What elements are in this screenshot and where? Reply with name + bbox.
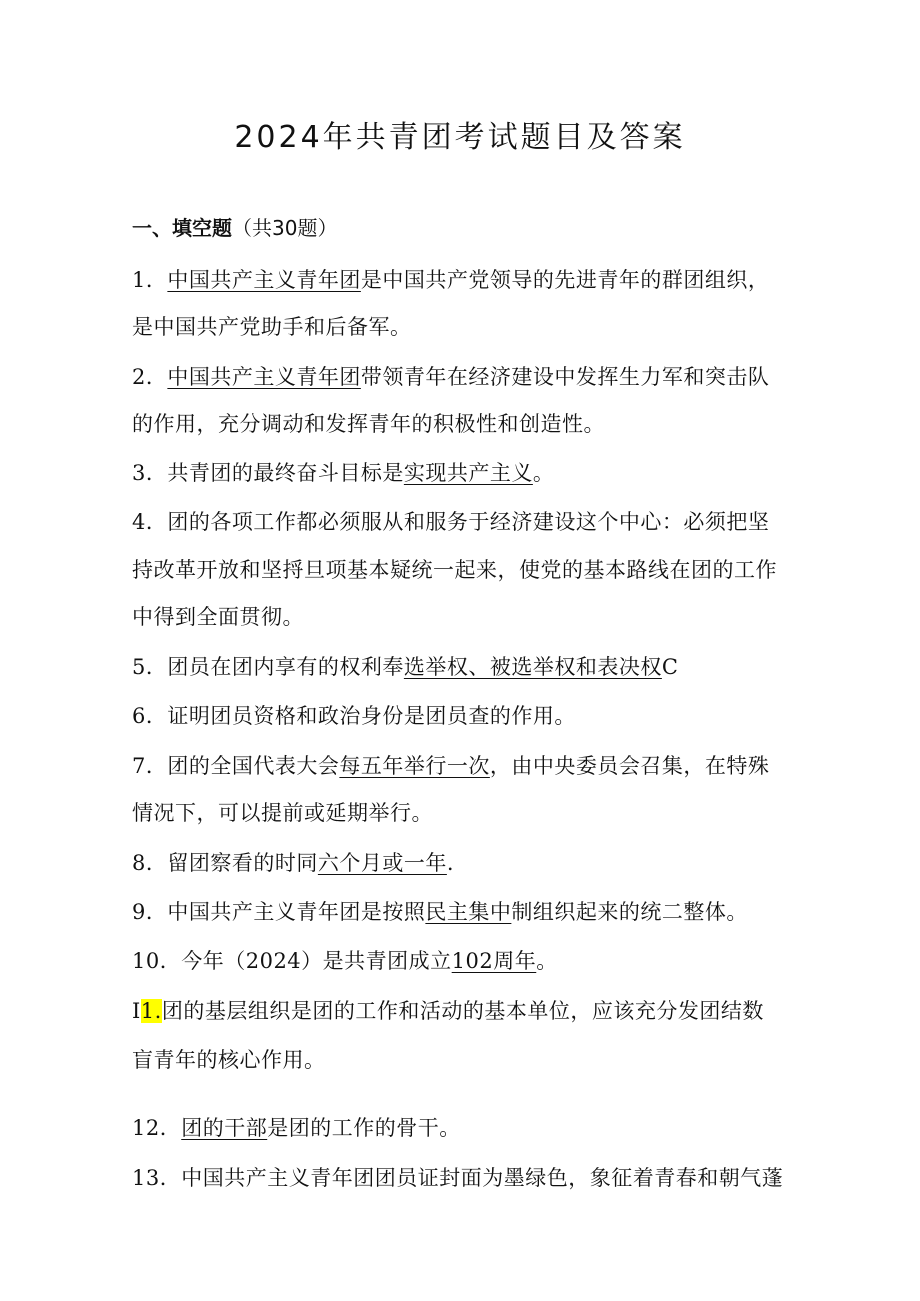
answer-underline: 团的干部 xyxy=(181,1116,268,1140)
text-line xyxy=(132,506,769,536)
text-line xyxy=(132,311,412,341)
text-segment: 3．共青团的最终奋斗目标是 xyxy=(132,461,404,485)
answer-underline: 选举权、被选举权和表决权 xyxy=(403,655,662,679)
answer-underline: 中国共产主义青年团 xyxy=(167,365,361,389)
text-segment: 12． xyxy=(132,1116,182,1140)
text-segment: ，由中央委员会召集，在特殊 xyxy=(489,754,770,778)
answer-underline: 每五年举行一次 xyxy=(339,754,490,778)
text-segment: 是团的工作的骨干。 xyxy=(267,1116,461,1140)
text-segment: 盲青年的核心作用。 xyxy=(132,1048,326,1072)
text-segment: 的作用，充分调动和发挥青年的积极性和创造性。 xyxy=(132,412,605,436)
text-segment: I xyxy=(132,999,141,1023)
text-segment: 9．中国共产主义青年团是按照 xyxy=(132,900,426,924)
text-line xyxy=(132,896,748,926)
answer-underline: 六个月或一年 xyxy=(317,851,447,875)
text-line xyxy=(132,847,454,877)
text-segment: 情况下，可以提前或延期举行。 xyxy=(132,801,433,825)
text-line xyxy=(132,1162,783,1192)
text-segment: 。 xyxy=(536,949,558,973)
text-segment: 持改革开放和坚捋旦项基本疑统一起来，使党的基本路线在团的工作 xyxy=(132,558,777,582)
text-line xyxy=(132,1112,461,1142)
section-title: 一、填空题 xyxy=(132,216,232,240)
text-line xyxy=(132,797,433,827)
text-segment: 7．团的全国代表大会 xyxy=(132,754,340,778)
text-line xyxy=(132,601,304,631)
text-segment: 1． xyxy=(132,268,168,292)
text-segment: 是中国共产党助手和后备军。 xyxy=(132,315,412,339)
text-segment: 。 xyxy=(532,461,555,485)
text-segment: 5．团员在团内享有的权利奉 xyxy=(132,655,404,679)
text-line xyxy=(132,264,769,294)
text-line xyxy=(132,700,576,730)
answer-underline: 实现共产主义 xyxy=(403,461,533,485)
text-segment: 带领青年在经济建设中发挥生力军和突击队 xyxy=(360,365,770,389)
text-line xyxy=(132,945,558,975)
document-title: 2024年共青团考试题目及答案 xyxy=(234,120,686,155)
text-line xyxy=(132,995,764,1025)
text-segment: . xyxy=(446,851,455,875)
text-line xyxy=(132,1044,326,1074)
text-segment: 13．中国共产主义青年团团员证封面为墨绿色，象征着青春和朝气蓬 xyxy=(132,1166,784,1190)
answer-underline: 中国共产主义青年团 xyxy=(167,268,361,292)
text-segment: 4．团的各项工作都必须服从和服务于经济建设这个中心：必须把坚 xyxy=(132,510,770,534)
text-segment: 10．今年（2024）是共青团成立 xyxy=(132,949,452,973)
text-line xyxy=(132,554,777,584)
text-segment: 制组织起来的统二整体。 xyxy=(511,900,748,924)
text-line xyxy=(132,750,769,780)
section-note: （共30题） xyxy=(232,216,338,240)
text-line xyxy=(132,408,605,438)
text-segment: C xyxy=(661,655,679,679)
answer-underline: 102周年 xyxy=(451,949,537,973)
text-line xyxy=(132,457,554,487)
text-line xyxy=(132,361,769,391)
highlighted-text: 1. xyxy=(140,999,162,1023)
answer-underline: 民主集中 xyxy=(425,900,512,924)
text-segment: 8．留团察看的时同 xyxy=(132,851,318,875)
text-line xyxy=(132,651,678,681)
text-segment: 中得到全面贯彻。 xyxy=(132,605,304,629)
section-heading xyxy=(132,212,337,241)
text-segment: 6．证明团员资格和政治身份是团员查的作用。 xyxy=(132,704,576,728)
text-segment: 团的基层组织是团的工作和活动的基本单位，应该充分发团结数 xyxy=(161,999,764,1023)
text-segment: 是中国共产党领导的先进青年的群团组织， xyxy=(360,268,770,292)
text-segment: 2． xyxy=(132,365,168,389)
